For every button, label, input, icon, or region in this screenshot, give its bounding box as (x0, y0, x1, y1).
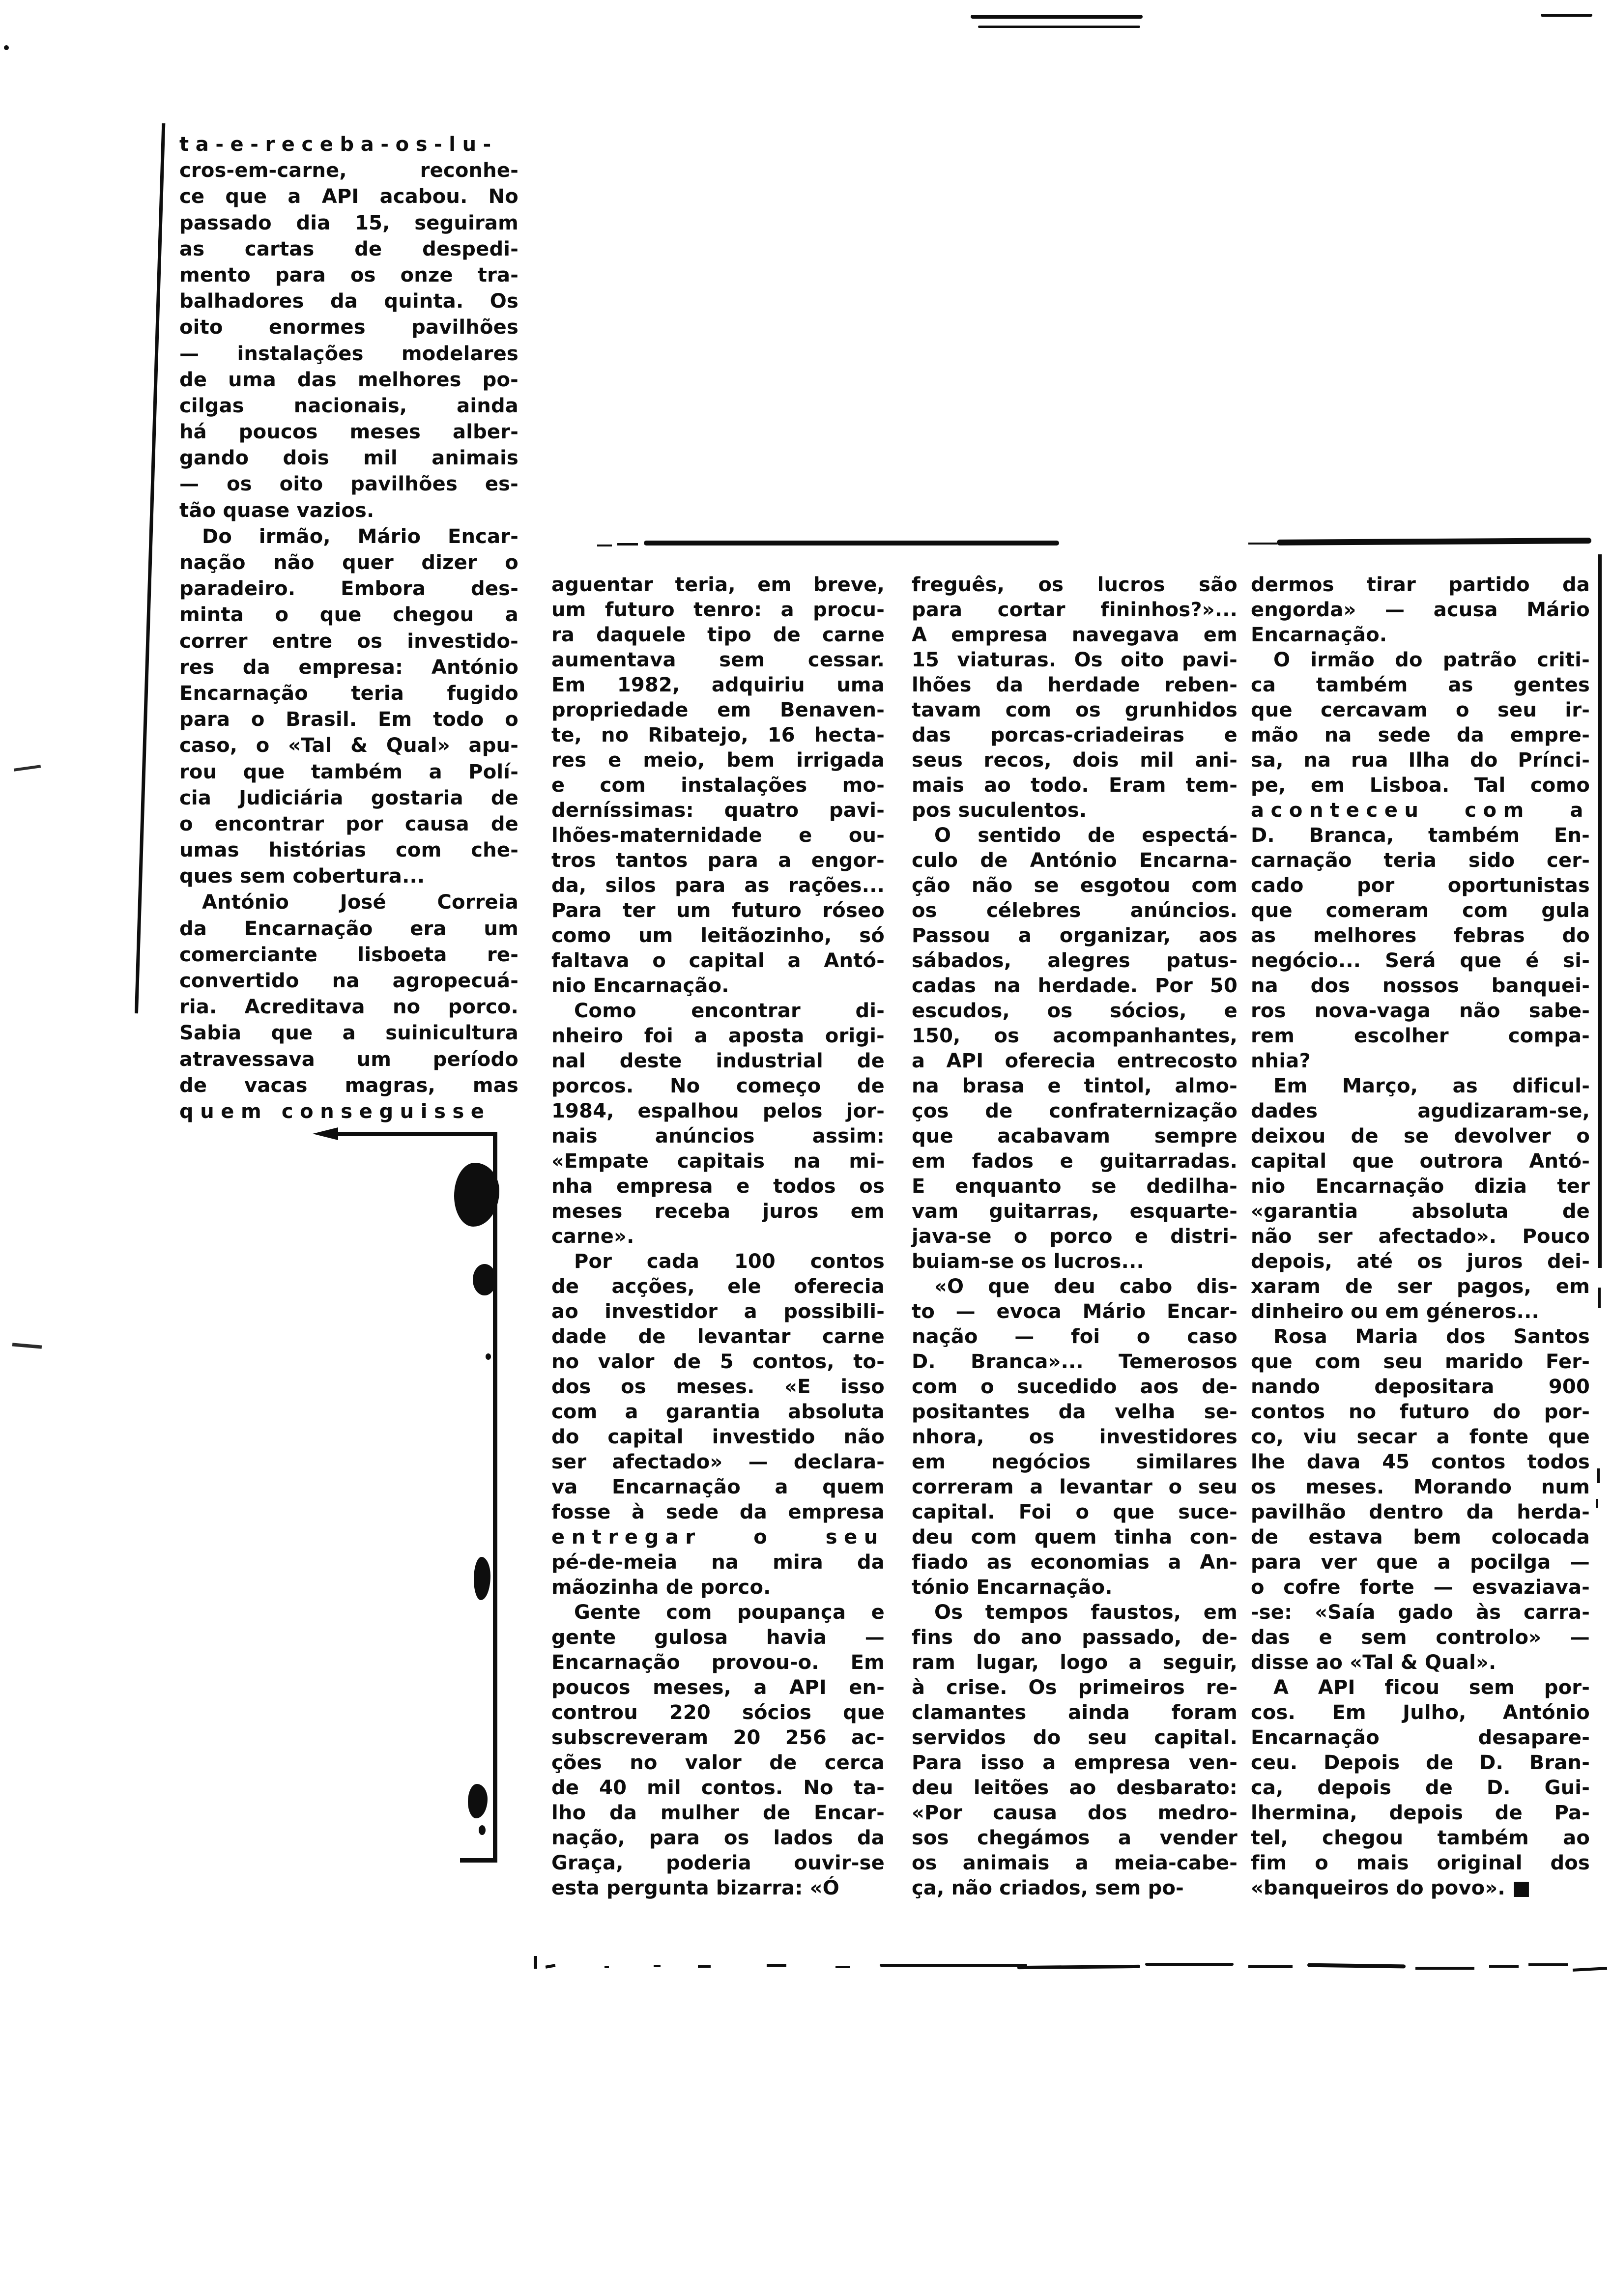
column2-header-rule-dash-1 (597, 545, 612, 546)
ink-blob-medium (473, 1264, 496, 1295)
text-line: ca também as gentes (1251, 674, 1590, 696)
text-line: ra daquele tipo de carne (551, 624, 885, 646)
text-line: paradeiro. Embora des- (179, 577, 518, 601)
text-line: mão na sede da empre- (1251, 724, 1590, 746)
text-line: dades agudizaram-se, (1251, 1100, 1590, 1122)
text-line: A empresa navegava em (912, 624, 1238, 646)
right-margin-rule-dot-1 (1597, 1468, 1600, 1483)
text-line: porcos. No começo de (551, 1075, 885, 1097)
right-margin-rule-dash-1 (1598, 1288, 1601, 1308)
text-line: O sentido de espectá- (934, 824, 1238, 847)
text-line: com o sucedido aos de- (912, 1376, 1238, 1398)
text-line: esta pergunta bizarra: «Ó (551, 1877, 839, 1899)
text-line: da, silos para as rações... (551, 874, 885, 897)
text-line: lhões da herdade reben- (912, 674, 1238, 696)
text-line: -se: «Saía gado às carra- (1251, 1601, 1590, 1624)
text-line: de 40 mil contos. No ta- (551, 1777, 885, 1799)
text-line: nhora, os investidores (912, 1426, 1238, 1448)
bottom-squiggle-15 (1528, 1963, 1568, 1966)
text-line: no valor de 5 contos, to- (551, 1350, 885, 1373)
text-line: as melhores febras do (1251, 924, 1590, 947)
bottom-squiggle-11 (1248, 1965, 1293, 1968)
text-line: de estava bem colocada (1251, 1526, 1590, 1549)
text-line: ceu. Depois de D. Bran- (1251, 1751, 1590, 1774)
text-line: ser afectado» — declara- (551, 1451, 885, 1473)
text-line: que comeram com gula (1251, 899, 1590, 922)
text-line: que acabavam sempre (912, 1125, 1238, 1148)
text-line: Por cada 100 contos (574, 1250, 885, 1273)
text-line: Para isso a empresa ven- (912, 1751, 1238, 1774)
margin-mark-1 (14, 765, 41, 772)
text-line: para o Brasil. Em todo o (179, 708, 518, 731)
right-margin-rule (1598, 554, 1602, 1268)
bottom-squiggle-9 (1017, 1965, 1140, 1969)
text-line: rou que também a Polí- (179, 760, 518, 783)
text-line: aumentava sem cessar. (551, 649, 885, 671)
text-line: meses receba juros em (551, 1200, 885, 1223)
text-line: em fados e guitarradas. (912, 1150, 1238, 1173)
text-line: «O que deu cabo dis- (934, 1275, 1238, 1298)
text-line: D. Branca, também En- (1251, 824, 1590, 847)
left-column-rule (135, 123, 165, 1013)
text-line: Graça, poderia ouvir-se (551, 1852, 885, 1874)
text-line: os animais a meia-cabe- (912, 1852, 1238, 1874)
text-line: nal deste industrial de (551, 1050, 885, 1072)
text-line: contos no futuro do por- (1251, 1401, 1590, 1423)
ink-speck-2 (479, 1825, 486, 1835)
text-line: co, viu secar a fonte que (1251, 1426, 1590, 1448)
bottom-squiggle-5 (698, 1965, 711, 1968)
text-line: nais anúncios assim: (551, 1125, 885, 1148)
text-line: os meses. Morando num (1251, 1476, 1590, 1498)
text-line: servidos do seu capital. (912, 1726, 1238, 1749)
text-line: nação — foi o caso (912, 1325, 1238, 1348)
text-line: Rosa Maria dos Santos (1273, 1325, 1590, 1348)
text-line: os célebres anúncios. (912, 899, 1238, 922)
top-right-dash (1541, 14, 1592, 17)
text-line: ca, depois de D. Gui- (1251, 1777, 1590, 1799)
text-line: com a garantia absoluta (551, 1401, 885, 1423)
text-line: A API ficou sem por- (1273, 1676, 1590, 1699)
text-line: dinheiro ou em géneros... (1251, 1300, 1539, 1323)
text-line: res e meio, bem irrigada (551, 749, 885, 772)
text-line: ros nova-vaga não sabe- (1251, 1000, 1590, 1022)
text-line: Como encontrar di- (574, 1000, 885, 1022)
text-line: nha empresa e todos os (551, 1175, 885, 1198)
text-line: nação não quer dizer o (179, 551, 518, 574)
text-line: passado dia 15, seguiram (179, 211, 518, 234)
bottom-squiggle-4 (654, 1965, 661, 1967)
text-line: to — evoca Mário Encar- (912, 1300, 1238, 1323)
bottom-squiggle-1 (534, 1956, 537, 1969)
bottom-squiggle-7 (835, 1966, 850, 1968)
text-line: nio Encarnação dizia ter (1251, 1175, 1590, 1198)
text-line: das porcas-criadeiras e (912, 724, 1238, 746)
column2-header-rule (644, 541, 1059, 545)
text-line: tel, chegou também ao (1251, 1827, 1590, 1849)
text-line: Passou a organizar, aos (912, 924, 1238, 947)
text-line: as cartas de despedi- (179, 237, 518, 260)
bottom-squiggle-14 (1489, 1965, 1519, 1968)
text-line: correr entre os investido- (179, 630, 518, 653)
text-line: que cercavam o seu ir- (1251, 699, 1590, 721)
text-line: deixou de se devolver o (1251, 1125, 1590, 1148)
text-line: ce que a API acabou. No (179, 185, 518, 208)
text-line: cros-em-carne, reconhe- (179, 159, 518, 182)
text-line: pé-de-meia na mira da (551, 1551, 885, 1574)
text-line: subscreveram 20 256 ac- (551, 1726, 885, 1749)
text-line: carnação teria sido cer- (1251, 849, 1590, 872)
text-line: D. Branca»... Temerosos (912, 1350, 1238, 1373)
article-column-2 (551, 573, 885, 1901)
text-line: 1984, espalhou pelos jor- (551, 1100, 885, 1122)
text-line: Gente com poupança e (574, 1601, 885, 1624)
text-line: positantes da velha se- (912, 1401, 1238, 1423)
text-line: escudos, os sócios, e (912, 1000, 1238, 1022)
text-line: java-se o porco e distri- (912, 1225, 1238, 1248)
text-line: «Empate capitais na mi- (551, 1150, 885, 1173)
text-line: ção não se esgotou com (912, 874, 1238, 897)
text-line: faltava o capital a Antó- (551, 949, 885, 972)
article-column-4 (1251, 573, 1590, 1901)
text-line: carne». (551, 1225, 634, 1248)
text-line: 15 viaturas. Os oito pavi- (912, 649, 1238, 671)
text-line: António José Correia (202, 891, 518, 914)
text-line: dos os meses. «E isso (551, 1376, 885, 1398)
text-line: dermos tirar partido da (1251, 574, 1590, 596)
text-line: nheiro foi a aposta origi- (551, 1025, 885, 1047)
text-line: Para ter um futuro róseo (551, 899, 885, 922)
text-line: freguês, os lucros são (912, 574, 1238, 596)
text-line: disse ao «Tal & Qual». (1251, 1651, 1497, 1674)
text-line: cos. Em Julho, António (1251, 1701, 1590, 1724)
text-line: cia Judiciária gostaria de (179, 786, 518, 809)
text-line: Encarnação desapare- (1251, 1726, 1590, 1749)
bottom-squiggle-10 (1145, 1963, 1234, 1966)
text-line: mais ao todo. Eram tem- (912, 774, 1238, 797)
text-line: Os tempos faustos, em (934, 1601, 1238, 1624)
text-line: pe, em Lisboa. Tal como (1251, 774, 1590, 797)
text-line: pavilhão dentro da herda- (1251, 1501, 1590, 1523)
right-margin-rule-dot-2 (1596, 1499, 1598, 1508)
text-line: nando depositara 900 (1251, 1376, 1590, 1398)
text-line: sos chegámos a vender (912, 1827, 1238, 1849)
text-line: balhadores da quinta. Os (179, 290, 518, 313)
text-line: sábados, alegres patus- (912, 949, 1238, 972)
text-line: seus recos, dois mil ani- (912, 749, 1238, 772)
text-line: tão quase vazios. (179, 499, 374, 522)
text-line: poucos meses, a API en- (551, 1676, 885, 1699)
text-line: atravessava um período (179, 1048, 518, 1071)
bottom-squiggle-16 (1573, 1967, 1607, 1972)
bottom-squiggle-3 (604, 1966, 609, 1968)
text-line: lho da mulher de Encar- (551, 1802, 885, 1824)
ink-blob-small-1 (474, 1557, 490, 1600)
text-line: lhermina, depois de Pa- (1251, 1802, 1590, 1824)
column2-header-rule-dash-2 (617, 543, 638, 545)
text-line: que com seu marido Fer- (1251, 1350, 1590, 1373)
text-line: e com instalações mo- (551, 774, 885, 797)
text-line: aconteceu com a (1251, 799, 1590, 822)
text-line: gando dois mil animais (179, 447, 518, 470)
margin-mark-2 (12, 1343, 42, 1349)
text-line: vam guitarras, esquarte- (912, 1200, 1238, 1223)
text-line: da Encarnação era um (179, 917, 518, 940)
text-line: em negócios similares (912, 1451, 1238, 1473)
text-line: para ver que a pocilga — (1251, 1551, 1590, 1574)
text-line: nação, para os lados da (551, 1827, 885, 1849)
text-line: comerciante lisboeta re- (179, 943, 518, 966)
text-line: tros tantos para a engor- (551, 849, 885, 872)
bottom-squiggle-6 (767, 1964, 786, 1967)
text-line: convertido na agropecuá- (179, 970, 518, 992)
text-line: negócio... Será que é si- (1251, 949, 1590, 972)
ink-speck-1 (486, 1353, 491, 1360)
text-line: te, no Ribatejo, 16 hecta- (551, 724, 885, 746)
text-line: quem conseguisse (179, 1100, 491, 1123)
text-line: «banqueiros do povo». ■ (1251, 1877, 1531, 1899)
text-line: res da empresa: António (179, 656, 518, 679)
text-line: mãozinha de porco. (551, 1576, 771, 1599)
text-line: sa, na rua Ilha do Prínci- (1251, 749, 1590, 772)
text-line: cado por oportunistas (1251, 874, 1590, 897)
text-line: na brasa e tintol, almo- (912, 1075, 1238, 1097)
text-line: nhia? (1251, 1050, 1311, 1072)
text-line: culo de António Encarna- (912, 849, 1238, 872)
text-line: — os oito pavilhões es- (179, 473, 518, 496)
text-line: 150, os acompanhantes, (912, 1025, 1238, 1047)
text-line: nio Encarnação. (551, 975, 729, 997)
text-line: engorda» — acusa Mário (1251, 599, 1590, 621)
bottom-squiggle-2 (546, 1964, 556, 1968)
text-line: deu leitões ao desbarato: (912, 1777, 1238, 1799)
top-mark-line-2 (978, 26, 1140, 28)
text-line: — instalações modelares (179, 342, 518, 365)
text-line: correram a levantar o seu (912, 1476, 1238, 1498)
text-line: «Por causa dos medro- (912, 1802, 1238, 1824)
text-line: clamantes ainda foram (912, 1701, 1238, 1724)
text-line: de vacas magras, mas (179, 1074, 518, 1097)
bottom-squiggle-12 (1307, 1963, 1406, 1969)
text-line: ta-e-receba-os-lu- (179, 133, 498, 156)
column4-header-rule (1277, 538, 1591, 545)
article-column-3 (912, 573, 1238, 1901)
text-line: na dos nossos banquei- (1251, 975, 1590, 997)
bracket-mark-vertical (493, 1132, 497, 1863)
text-line: O irmão do patrão criti- (1273, 649, 1590, 671)
text-line: das e sem controlo» — (1251, 1626, 1590, 1649)
text-line: minta o que chegou a (179, 603, 518, 627)
text-line: tavam com os grunhidos (912, 699, 1238, 721)
text-line: ques sem cobertura... (179, 865, 425, 888)
bracket-mark-horizontal (334, 1132, 496, 1136)
text-line: xaram de ser pagos, em (1251, 1275, 1590, 1298)
text-line: rem escolher compa- (1251, 1025, 1590, 1047)
ink-blob-small-2 (468, 1784, 488, 1818)
text-line: mento para os onze tra- (179, 263, 518, 287)
text-line: ria. Acreditava no porco. (179, 996, 518, 1019)
bracket-mark-foot (460, 1858, 497, 1863)
text-line: aguentar teria, em breve, (551, 574, 885, 596)
text-line: de acções, ele oferecia (551, 1275, 885, 1298)
text-line: lhe dava 45 contos todos (1251, 1451, 1590, 1473)
text-line: va Encarnação a quem (551, 1476, 885, 1498)
bottom-squiggle-8 (880, 1964, 1027, 1967)
text-line: buiam-se os lucros... (912, 1250, 1144, 1273)
text-line: para cortar fininhos?»... (912, 599, 1238, 621)
text-line: pos suculentos. (912, 799, 1087, 822)
text-line: depois, até os juros dei- (1251, 1250, 1590, 1273)
text-line: «garantia absoluta de (1251, 1200, 1590, 1223)
text-line: cadas na herdade. Por 50 (912, 975, 1238, 997)
text-line: deu com quem tinha con- (912, 1526, 1238, 1549)
text-line: Do irmão, Mário Encar- (202, 525, 518, 548)
text-line: gente gulosa havia — (551, 1626, 885, 1649)
text-line: há poucos meses alber- (179, 421, 518, 444)
top-left-speck (4, 45, 9, 50)
text-line: derníssimas: quatro pavi- (551, 799, 885, 822)
text-line: ram lugar, logo a seguir, (912, 1651, 1238, 1674)
text-line: caso, o «Tal & Qual» apu- (179, 734, 518, 757)
text-line: oito enormes pavilhões (179, 316, 518, 339)
text-line: E enquanto se dedilha- (912, 1175, 1238, 1198)
text-line: o cofre forte — esvaziava- (1251, 1576, 1590, 1599)
text-line: Encarnação. (1251, 624, 1387, 646)
article-column-1 (179, 132, 518, 1125)
text-line: um futuro tenro: a procu- (551, 599, 885, 621)
text-line: umas histórias com che- (179, 839, 518, 862)
text-line: ao investidor a possibili- (551, 1300, 885, 1323)
text-line: capital que outrora Antó- (1251, 1150, 1590, 1173)
text-line: propriedade em Benaven- (551, 699, 885, 721)
text-line: lhões-maternidade e ou- (551, 824, 885, 847)
text-line: do capital investido não (551, 1426, 885, 1448)
text-line: ções no valor de cerca (551, 1751, 885, 1774)
text-line: Encarnação provou-o. Em (551, 1651, 885, 1674)
text-line: dade de levantar carne (551, 1325, 885, 1348)
top-mark-line-1 (971, 15, 1143, 19)
text-line: a API oferecia entrecosto (912, 1050, 1238, 1072)
text-line: de uma das melhores po- (179, 368, 518, 391)
text-line: cilgas nacionais, ainda (179, 394, 518, 417)
text-line: ça, não criados, sem po- (912, 1877, 1184, 1899)
text-line: o encontrar por causa de (179, 812, 518, 835)
text-line: capital. Foi o que suce- (912, 1501, 1238, 1523)
text-line: entregar o seu (551, 1526, 885, 1549)
text-line: à crise. Os primeiros re- (912, 1676, 1238, 1699)
text-line: Sabia que a suinicultura (179, 1022, 518, 1045)
text-line: Em Março, as dificul- (1273, 1075, 1590, 1097)
text-line: tónio Encarnação. (912, 1576, 1113, 1599)
text-line: Em 1982, adquiriu uma (551, 674, 885, 696)
text-line: ços de confraternização (912, 1100, 1238, 1122)
text-line: não ser afectado». Pouco (1251, 1225, 1590, 1248)
text-line: fosse à sede da empresa (551, 1501, 885, 1523)
text-line: fim o mais original dos (1251, 1852, 1590, 1874)
text-line: fins do ano passado, de- (912, 1626, 1238, 1649)
text-line: como um leitãozinho, só (551, 924, 885, 947)
text-line: fiado as economias a An- (912, 1551, 1238, 1574)
column4-header-rule-dash (1248, 543, 1277, 545)
text-line: Encarnação teria fugido (179, 682, 518, 705)
text-line: controu 220 sócios que (551, 1701, 885, 1724)
bottom-squiggle-13 (1415, 1967, 1474, 1970)
